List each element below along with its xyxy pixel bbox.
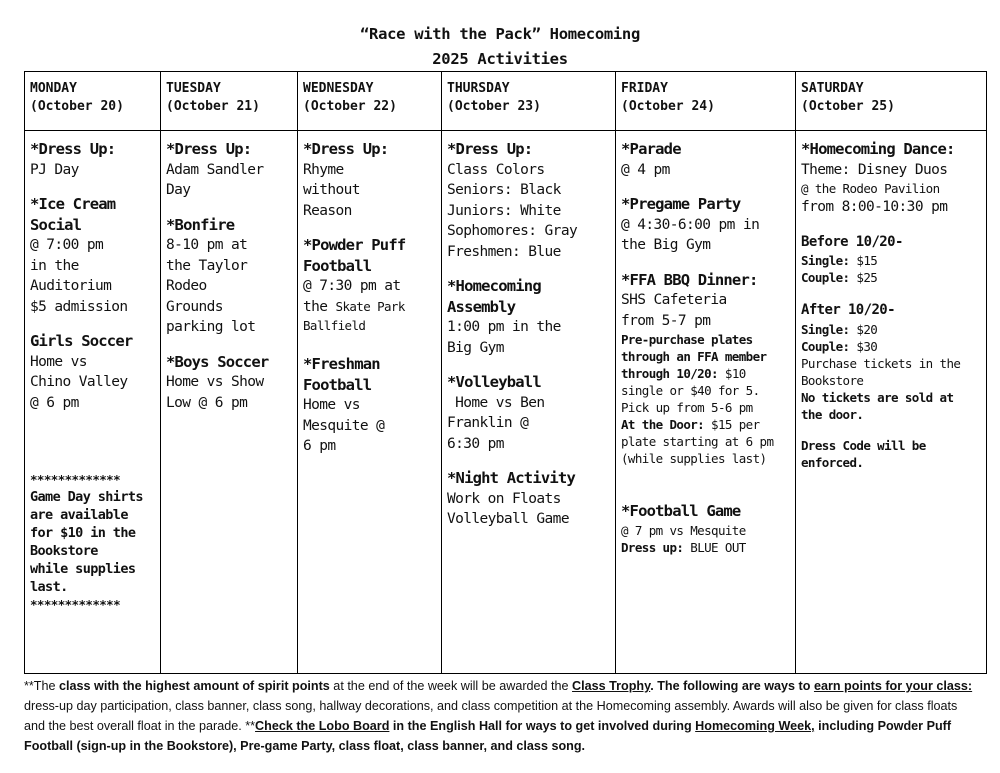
note-text: dress-up day participation, class banner, class song, hallway decorations, and class competition at the Homecoming assembly. Awards will also be given for class floats and the best overall float in the parade. ** — [24, 699, 958, 733]
event-text: Big Gym — [447, 339, 504, 356]
event-text: parking lot — [166, 319, 256, 335]
event-text: Sophomores: Gray — [447, 223, 578, 239]
event-heading: *Dress Up: — [447, 140, 533, 158]
note-text: Homecoming Week, — [695, 719, 815, 733]
event-text: without — [303, 182, 360, 198]
friday-column — [616, 131, 796, 674]
shirt-note: Bookstore — [30, 543, 98, 559]
price-value: $20 — [849, 321, 878, 337]
monday-column — [25, 131, 161, 674]
price-label: Single: — [801, 321, 850, 337]
event-text: SHS Cafeteria — [621, 292, 727, 308]
event-text: @ the Rodeo Pavilion — [801, 181, 940, 196]
event-text: (while supplies last) — [621, 451, 767, 466]
event-text: @ 7 pm vs Mesquite — [621, 522, 746, 538]
event-text: through an FFA member — [621, 349, 767, 364]
event-text: Home vs Show — [166, 374, 264, 390]
day-name: WEDNESDAY — [303, 81, 374, 96]
event-text: @ 7:00 pm — [30, 237, 104, 253]
event-text: Work on Floats — [447, 490, 561, 507]
event-text: Purchase tickets in the — [801, 355, 961, 371]
header-tuesday — [161, 72, 298, 131]
shirt-note: Game Day shirts — [30, 489, 143, 505]
event-text-part: through 10/20: — [621, 366, 718, 381]
event-text: 1:00 pm in the — [447, 319, 561, 335]
saturday-column — [796, 131, 987, 674]
event-heading: *Homecoming — [447, 277, 541, 295]
day-name: TUESDAY — [166, 81, 221, 96]
event-text: Day — [166, 182, 191, 198]
event-heading: *Pregame Party — [621, 195, 741, 213]
price-label: Single: — [801, 253, 850, 268]
note-text: earn points for your class: — [813, 679, 973, 693]
event-heading: *Dress Up: — [30, 140, 116, 158]
event-text-part: Dress up: — [621, 539, 684, 555]
event-text: Chino Valley — [30, 374, 128, 390]
event-text — [303, 297, 436, 318]
event-text: PJ Day — [30, 161, 79, 178]
event-heading: *Dress Up: — [303, 140, 389, 158]
event-heading: *Ice Cream — [30, 195, 116, 213]
header-saturday — [796, 72, 987, 131]
event-text: Seniors: Black — [447, 182, 561, 198]
event-text-part: BLUE OUT — [683, 539, 746, 555]
price-line — [801, 321, 981, 338]
event-text: $5 admission — [30, 298, 128, 315]
event-text: the door. — [801, 406, 864, 422]
event-heading: *Dress Up: — [166, 140, 252, 158]
day-name: FRIDAY — [621, 81, 668, 96]
event-text: Freshmen: Blue — [447, 243, 561, 260]
day-date: (October 25) — [801, 99, 895, 114]
event-text: @ 6 pm — [30, 394, 79, 411]
header-row — [25, 72, 987, 131]
event-text-part: At the Door: — [621, 417, 705, 432]
note-text: . The following are ways to — [650, 679, 814, 693]
event-heading: Before 10/20- — [801, 233, 903, 250]
wednesday-column — [298, 131, 442, 674]
event-heading: After 10/20- — [801, 302, 895, 318]
event-text: Low @ 6 pm — [166, 394, 248, 411]
schedule-table — [24, 71, 987, 674]
header-thursday — [442, 72, 616, 131]
thursday-column — [442, 131, 616, 674]
event-text: enforced. — [801, 454, 864, 470]
event-text: Bookstore — [801, 372, 864, 388]
price-line — [801, 252, 981, 269]
event-heading: *Night Activity — [447, 469, 575, 487]
price-value: $15 — [849, 253, 878, 268]
price-line — [801, 338, 981, 355]
event-heading: Assembly — [447, 297, 516, 316]
note-text: Class Trophy — [572, 679, 651, 693]
event-heading: Girls Soccer — [30, 332, 133, 350]
day-name: SATURDAY — [801, 81, 864, 96]
title-line-1: “Race with the Pack” Homecoming — [360, 25, 640, 43]
event-text: 6:30 pm — [447, 435, 504, 452]
event-text: @ 7:30 pm at — [303, 278, 401, 294]
event-text — [621, 539, 790, 556]
event-text: Adam Sandler — [166, 161, 264, 178]
event-text: Volleyball Game — [447, 511, 569, 527]
header-wednesday — [298, 72, 442, 131]
shirt-note: for $10 in the — [30, 525, 136, 541]
event-heading: Football — [303, 256, 372, 275]
event-text: Home vs — [303, 397, 360, 413]
title-line-2: 2025 Activities — [432, 50, 568, 68]
shirt-note: last. — [30, 579, 68, 595]
note-text: at the end of the week will be awarded the — [329, 679, 573, 693]
event-text: single or $40 for 5. — [621, 383, 760, 398]
event-text: Grounds — [166, 298, 223, 315]
event-text: Pre-purchase plates — [621, 332, 753, 347]
event-heading: Football — [303, 375, 372, 394]
event-heading: *Volleyball — [447, 373, 541, 391]
event-text: Home vs Ben — [447, 394, 545, 411]
footer-notes — [24, 676, 974, 756]
event-text: @ 4:30-6:00 pm in — [621, 216, 760, 233]
activities-row — [25, 131, 987, 674]
event-text-part: the — [303, 298, 336, 315]
note-text: Check the Lobo Board — [255, 719, 390, 733]
event-heading: *FFA BBQ Dinner: — [621, 270, 758, 289]
event-text-part: $15 per — [704, 417, 760, 432]
event-text: in the — [30, 257, 79, 274]
event-text: 8-10 pm at — [166, 237, 248, 253]
event-text: Franklin @ — [447, 415, 529, 431]
event-heading: Social — [30, 215, 82, 234]
event-heading: *Football Game — [621, 502, 741, 520]
header-friday — [616, 72, 796, 131]
event-text: Juniors: White — [447, 202, 561, 219]
event-text: @ 4 pm — [621, 161, 670, 178]
event-text: the Big Gym — [621, 237, 711, 253]
day-date: (October 22) — [303, 99, 397, 114]
event-text — [621, 365, 790, 382]
event-text: Dress Code will be — [801, 437, 926, 453]
price-line — [801, 269, 981, 286]
stars-divider: ************* — [30, 472, 121, 487]
event-heading: *Homecoming Dance: — [801, 140, 955, 158]
event-text: Theme: Disney Duos — [801, 161, 948, 178]
note-text: including Powder Puff Football (sign-up in the Bookstore), Pre-game Party, class float, class banner, and class song. — [24, 719, 952, 753]
day-date: (October 24) — [621, 99, 715, 114]
event-heading: *Powder Puff — [303, 236, 406, 254]
price-value: $30 — [849, 338, 878, 354]
event-text: 6 pm — [303, 438, 336, 454]
event-heading: *Freshman — [303, 355, 380, 373]
event-text: Ballfield — [303, 318, 366, 333]
page-title — [0, 22, 1000, 72]
tuesday-column — [161, 131, 298, 674]
event-text: plate starting at 6 pm — [621, 434, 774, 449]
shirt-note: while supplies — [30, 561, 136, 577]
event-text: No tickets are sold at — [801, 389, 954, 405]
event-text-part: Skate Park — [335, 298, 405, 314]
note-text: in the English Hall for ways to get involved during — [389, 719, 696, 733]
day-name: THURSDAY — [447, 81, 510, 96]
header-monday — [25, 72, 161, 131]
event-text: Mesquite @ — [303, 417, 385, 434]
price-value: $25 — [849, 270, 878, 285]
event-text: the Taylor — [166, 257, 248, 274]
event-text: Pick up from 5-6 pm — [621, 400, 753, 415]
shirt-note: are available — [30, 507, 128, 523]
event-text: from 8:00-10:30 pm — [801, 199, 948, 215]
day-date: (October 20) — [30, 99, 124, 114]
price-label: Couple: — [801, 338, 850, 354]
event-text: from 5-7 pm — [621, 312, 711, 329]
day-date: (October 21) — [166, 99, 260, 114]
event-heading: *Parade — [621, 140, 681, 158]
day-date: (October 23) — [447, 99, 541, 114]
event-heading: *Boys Soccer — [166, 352, 269, 371]
event-text: Auditorium — [30, 278, 112, 294]
price-label: Couple: — [801, 270, 850, 285]
event-heading: *Bonfire — [166, 215, 235, 234]
note-text: class with the highest amount of spirit points — [59, 679, 330, 693]
event-text: Rodeo — [166, 278, 207, 294]
event-text — [621, 416, 790, 433]
event-text: Rhyme — [303, 161, 344, 178]
event-text: Reason — [303, 202, 352, 219]
event-text-part: $10 — [717, 366, 746, 381]
event-text: Class Colors — [447, 161, 545, 178]
event-text: Home vs — [30, 353, 87, 370]
stars-divider: ************* — [30, 597, 121, 612]
day-name: MONDAY — [30, 81, 77, 96]
note-text: **The — [24, 679, 60, 693]
